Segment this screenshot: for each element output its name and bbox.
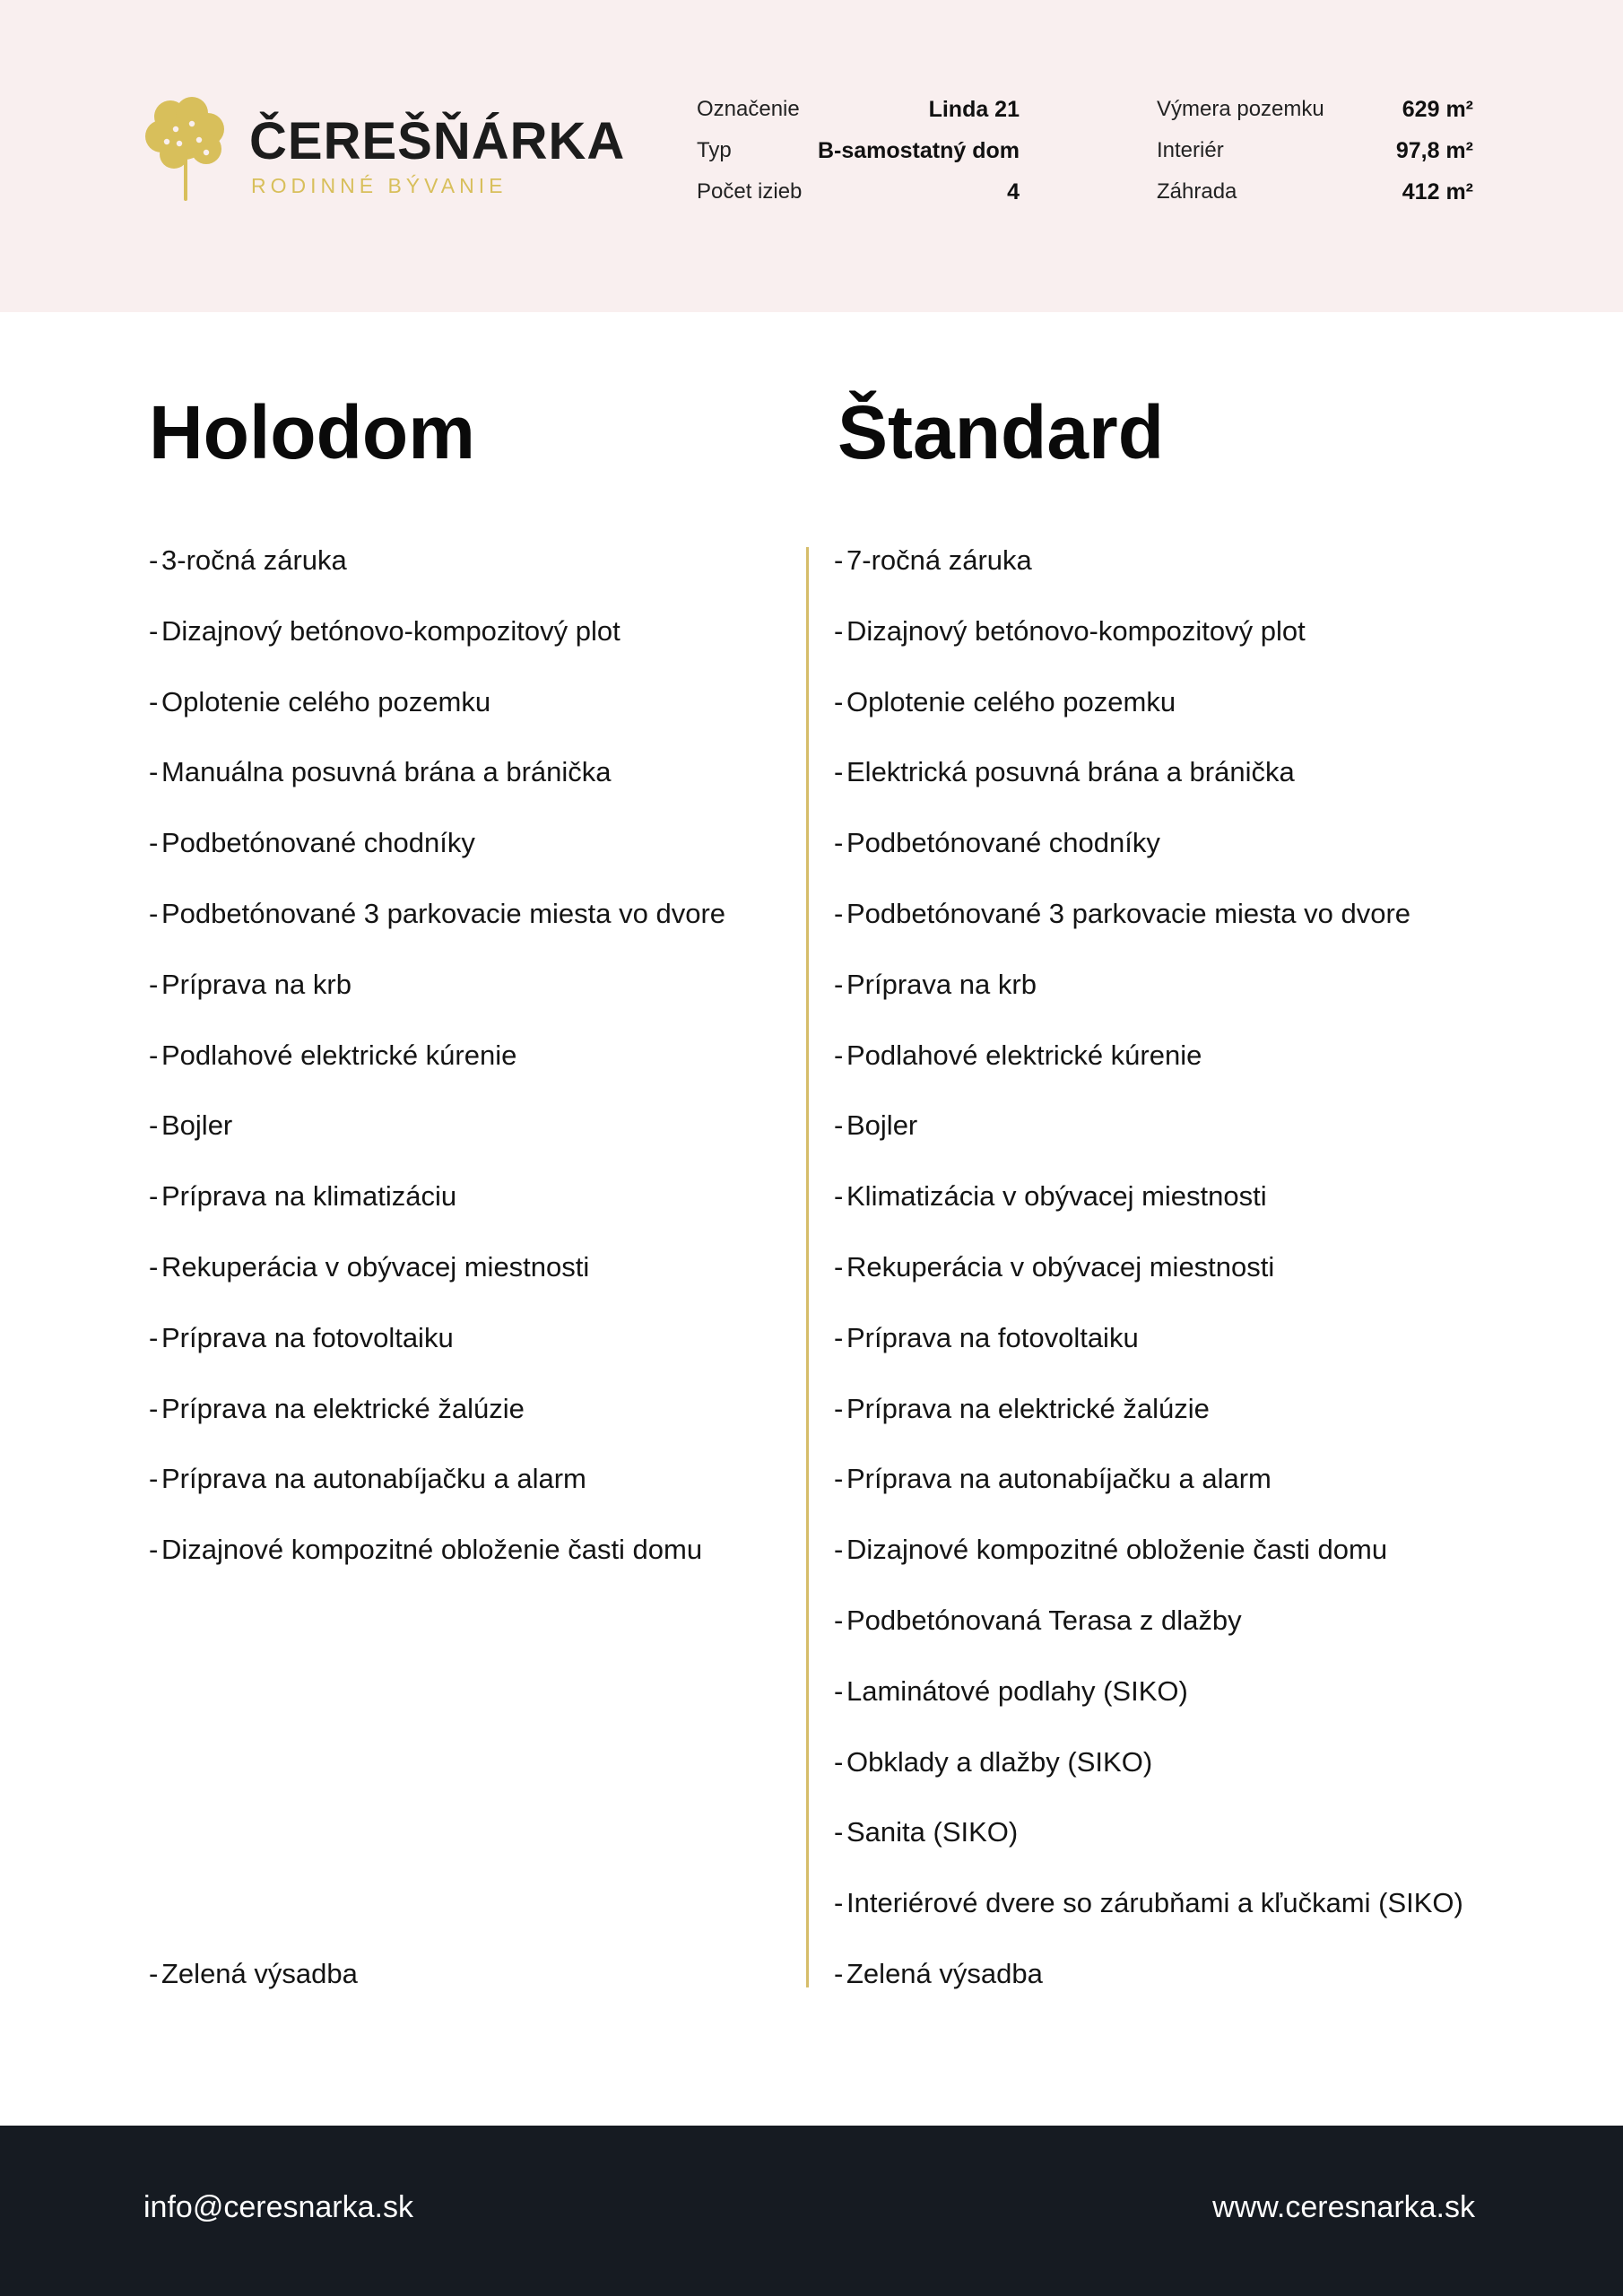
brand-tagline: RODINNÉ BÝVANIE bbox=[251, 174, 508, 197]
feature-label: Zelená výsadba bbox=[161, 1958, 358, 1989]
info-row-designation bbox=[697, 97, 1020, 138]
list-dash: - bbox=[834, 968, 844, 1000]
feature-item bbox=[149, 887, 725, 941]
list-dash: - bbox=[834, 1039, 844, 1071]
list-dash: - bbox=[834, 1251, 844, 1283]
list-dash: - bbox=[149, 685, 159, 718]
feature-item bbox=[149, 534, 347, 587]
info-label: Interiér bbox=[1157, 138, 1224, 162]
feature-label: Elektrická posuvná brána a bránička bbox=[846, 756, 1295, 788]
list-dash: - bbox=[834, 1816, 844, 1848]
feature-label: 7-ročná záruka bbox=[846, 544, 1032, 576]
feature-item bbox=[149, 1029, 516, 1083]
feature-label: Príprava na elektrické žalúzie bbox=[161, 1392, 525, 1424]
feature-item bbox=[834, 1170, 1267, 1223]
feature-item bbox=[834, 1452, 1271, 1506]
feature-item bbox=[149, 958, 352, 1012]
feature-item bbox=[149, 1170, 456, 1223]
list-dash: - bbox=[149, 614, 159, 647]
list-dash: - bbox=[834, 1392, 844, 1424]
list-dash: - bbox=[149, 1958, 159, 1989]
feature-label: Podlahové elektrické kúrenie bbox=[846, 1039, 1202, 1071]
feature-label: Laminátové podlahy (SIKO) bbox=[846, 1674, 1188, 1707]
info-value: 412 m² bbox=[1402, 179, 1473, 204]
list-dash: - bbox=[834, 1321, 844, 1353]
feature-label: Obklady a dlažby (SIKO) bbox=[846, 1745, 1153, 1778]
feature-label: Oplotenie celého pozemku bbox=[846, 685, 1176, 718]
info-label: Typ bbox=[697, 138, 732, 162]
list-dash: - bbox=[834, 827, 844, 859]
list-dash: - bbox=[149, 1180, 159, 1213]
column-divider bbox=[806, 547, 809, 1987]
footer-website-link[interactable]: www.ceresnarka.sk bbox=[1212, 2190, 1475, 2224]
info-row-type bbox=[697, 138, 1020, 179]
footer bbox=[0, 2126, 1623, 2296]
feature-item bbox=[149, 1382, 525, 1436]
feature-label: Podbetónované 3 parkovacie miesta vo dvore bbox=[846, 898, 1411, 929]
info-label: Označenie bbox=[697, 97, 800, 121]
feature-item bbox=[834, 816, 1160, 870]
info-value: 4 bbox=[1007, 179, 1020, 204]
list-dash: - bbox=[834, 1180, 844, 1213]
feature-label: Príprava na fotovoltaiku bbox=[846, 1321, 1139, 1353]
feature-label: Dizajnový betónovo-kompozitový plot bbox=[846, 614, 1306, 647]
list-dash: - bbox=[834, 544, 844, 576]
list-dash: - bbox=[149, 1321, 159, 1353]
list-dash: - bbox=[834, 1958, 844, 1989]
list-dash: - bbox=[834, 898, 844, 929]
list-dash: - bbox=[149, 827, 159, 859]
feature-item bbox=[834, 1805, 1018, 1859]
feature-item bbox=[834, 604, 1306, 658]
info-row-garden bbox=[1157, 179, 1473, 221]
feature-item bbox=[149, 1311, 454, 1365]
feature-item bbox=[149, 1452, 586, 1506]
list-dash: - bbox=[834, 1534, 844, 1566]
feature-item bbox=[834, 1311, 1139, 1365]
list-dash: - bbox=[149, 1039, 159, 1071]
feature-label: Podbetónované chodníky bbox=[161, 827, 475, 859]
feature-label: Príprava na autonabíjačku a alarm bbox=[161, 1463, 586, 1495]
feature-label: Príprava na fotovoltaiku bbox=[161, 1321, 454, 1353]
list-dash: - bbox=[834, 1463, 844, 1495]
list-dash: - bbox=[149, 1109, 159, 1142]
feature-item bbox=[834, 1876, 1463, 1930]
feature-label: Dizajnové kompozitné obloženie časti domu bbox=[161, 1534, 703, 1566]
feature-label: Interiérové dvere so zárubňami a kľučkami (SIKO) bbox=[846, 1887, 1463, 1919]
feature-item bbox=[149, 675, 490, 729]
list-dash: - bbox=[834, 1605, 844, 1636]
feature-label: Sanita (SIKO) bbox=[846, 1816, 1019, 1848]
feature-label: Príprava na krb bbox=[161, 968, 352, 1000]
tree-icon bbox=[143, 97, 230, 201]
feature-item bbox=[834, 1947, 1043, 2001]
feature-label: Príprava na elektrické žalúzie bbox=[846, 1392, 1210, 1424]
feature-item bbox=[149, 816, 475, 870]
info-row-plot-area bbox=[1157, 97, 1473, 138]
list-dash: - bbox=[149, 1251, 159, 1283]
feature-item bbox=[149, 1947, 358, 2001]
property-info-right bbox=[1157, 97, 1473, 221]
info-label: Výmera pozemku bbox=[1157, 97, 1324, 121]
list-dash: - bbox=[149, 898, 159, 929]
holodom-title: Holodom bbox=[149, 390, 475, 474]
feature-item bbox=[834, 1594, 1242, 1648]
feature-label: Zelená výsadba bbox=[846, 1958, 1043, 1989]
list-dash: - bbox=[149, 544, 159, 576]
feature-item bbox=[834, 1735, 1152, 1789]
feature-item bbox=[149, 604, 621, 658]
list-dash: - bbox=[149, 1392, 159, 1424]
feature-item bbox=[834, 1382, 1210, 1436]
list-dash: - bbox=[834, 614, 844, 647]
info-label: Počet izieb bbox=[697, 179, 803, 204]
feature-label: Dizajnové kompozitné obloženie časti domu bbox=[846, 1534, 1388, 1566]
feature-item bbox=[834, 1029, 1202, 1083]
feature-item bbox=[834, 1240, 1274, 1294]
feature-item bbox=[149, 1240, 589, 1294]
feature-item bbox=[834, 1099, 917, 1152]
info-value: 629 m² bbox=[1402, 97, 1473, 122]
standard-title: Štandard bbox=[838, 390, 1165, 474]
feature-label: Manuálna posuvná brána a bránička bbox=[161, 756, 612, 788]
info-row-interior bbox=[1157, 138, 1473, 179]
feature-item bbox=[834, 1523, 1387, 1577]
brand-logo[interactable] bbox=[143, 97, 626, 204]
feature-label: Rekuperácia v obývacej miestnosti bbox=[846, 1251, 1275, 1283]
list-dash: - bbox=[149, 968, 159, 1000]
list-dash: - bbox=[149, 1534, 159, 1566]
brand-name: ČEREŠŇÁRKA bbox=[249, 112, 626, 170]
feature-label: Podlahové elektrické kúrenie bbox=[161, 1039, 517, 1071]
feature-label: Rekuperácia v obývacej miestnosti bbox=[161, 1251, 590, 1283]
list-dash: - bbox=[834, 1745, 844, 1778]
info-value: 97,8 m² bbox=[1395, 138, 1473, 163]
feature-label: Podbetónované 3 parkovacie miesta vo dvore bbox=[161, 898, 726, 929]
list-dash: - bbox=[834, 685, 844, 718]
feature-label: 3-ročná záruka bbox=[161, 544, 347, 576]
feature-label: Podbetónovaná Terasa z dlažby bbox=[846, 1605, 1242, 1636]
feature-item bbox=[834, 534, 1032, 587]
feature-item bbox=[149, 745, 612, 799]
feature-item bbox=[149, 1099, 232, 1152]
footer-email-link[interactable]: info@ceresnarka.sk bbox=[143, 2190, 413, 2224]
feature-label: Príprava na krb bbox=[846, 968, 1037, 1000]
list-dash: - bbox=[834, 1674, 844, 1707]
list-dash: - bbox=[834, 1887, 844, 1919]
feature-item bbox=[834, 887, 1410, 941]
feature-label: Príprava na klimatizáciu bbox=[161, 1180, 457, 1213]
feature-label: Dizajnový betónovo-kompozitový plot bbox=[161, 614, 621, 647]
feature-item bbox=[834, 745, 1295, 799]
list-dash: - bbox=[834, 756, 844, 788]
feature-label: Bojler bbox=[846, 1109, 918, 1142]
info-value: Linda 21 bbox=[928, 97, 1020, 122]
feature-label: Podbetónované chodníky bbox=[846, 827, 1160, 859]
feature-label: Bojler bbox=[161, 1109, 233, 1142]
list-dash: - bbox=[149, 756, 159, 788]
feature-label: Klimatizácia v obývacej miestnosti bbox=[846, 1180, 1267, 1213]
header bbox=[0, 0, 1623, 312]
feature-item bbox=[149, 1523, 702, 1577]
feature-label: Príprava na autonabíjačku a alarm bbox=[846, 1463, 1271, 1495]
feature-item bbox=[834, 1665, 1188, 1718]
feature-item bbox=[834, 958, 1037, 1012]
list-dash: - bbox=[834, 1109, 844, 1142]
feature-label: Oplotenie celého pozemku bbox=[161, 685, 491, 718]
info-row-rooms bbox=[697, 179, 1020, 221]
info-value: B-samostatný dom bbox=[817, 138, 1020, 163]
feature-item bbox=[834, 675, 1176, 729]
info-label: Záhrada bbox=[1157, 179, 1237, 204]
list-dash: - bbox=[149, 1463, 159, 1495]
property-info-left bbox=[697, 97, 1020, 221]
